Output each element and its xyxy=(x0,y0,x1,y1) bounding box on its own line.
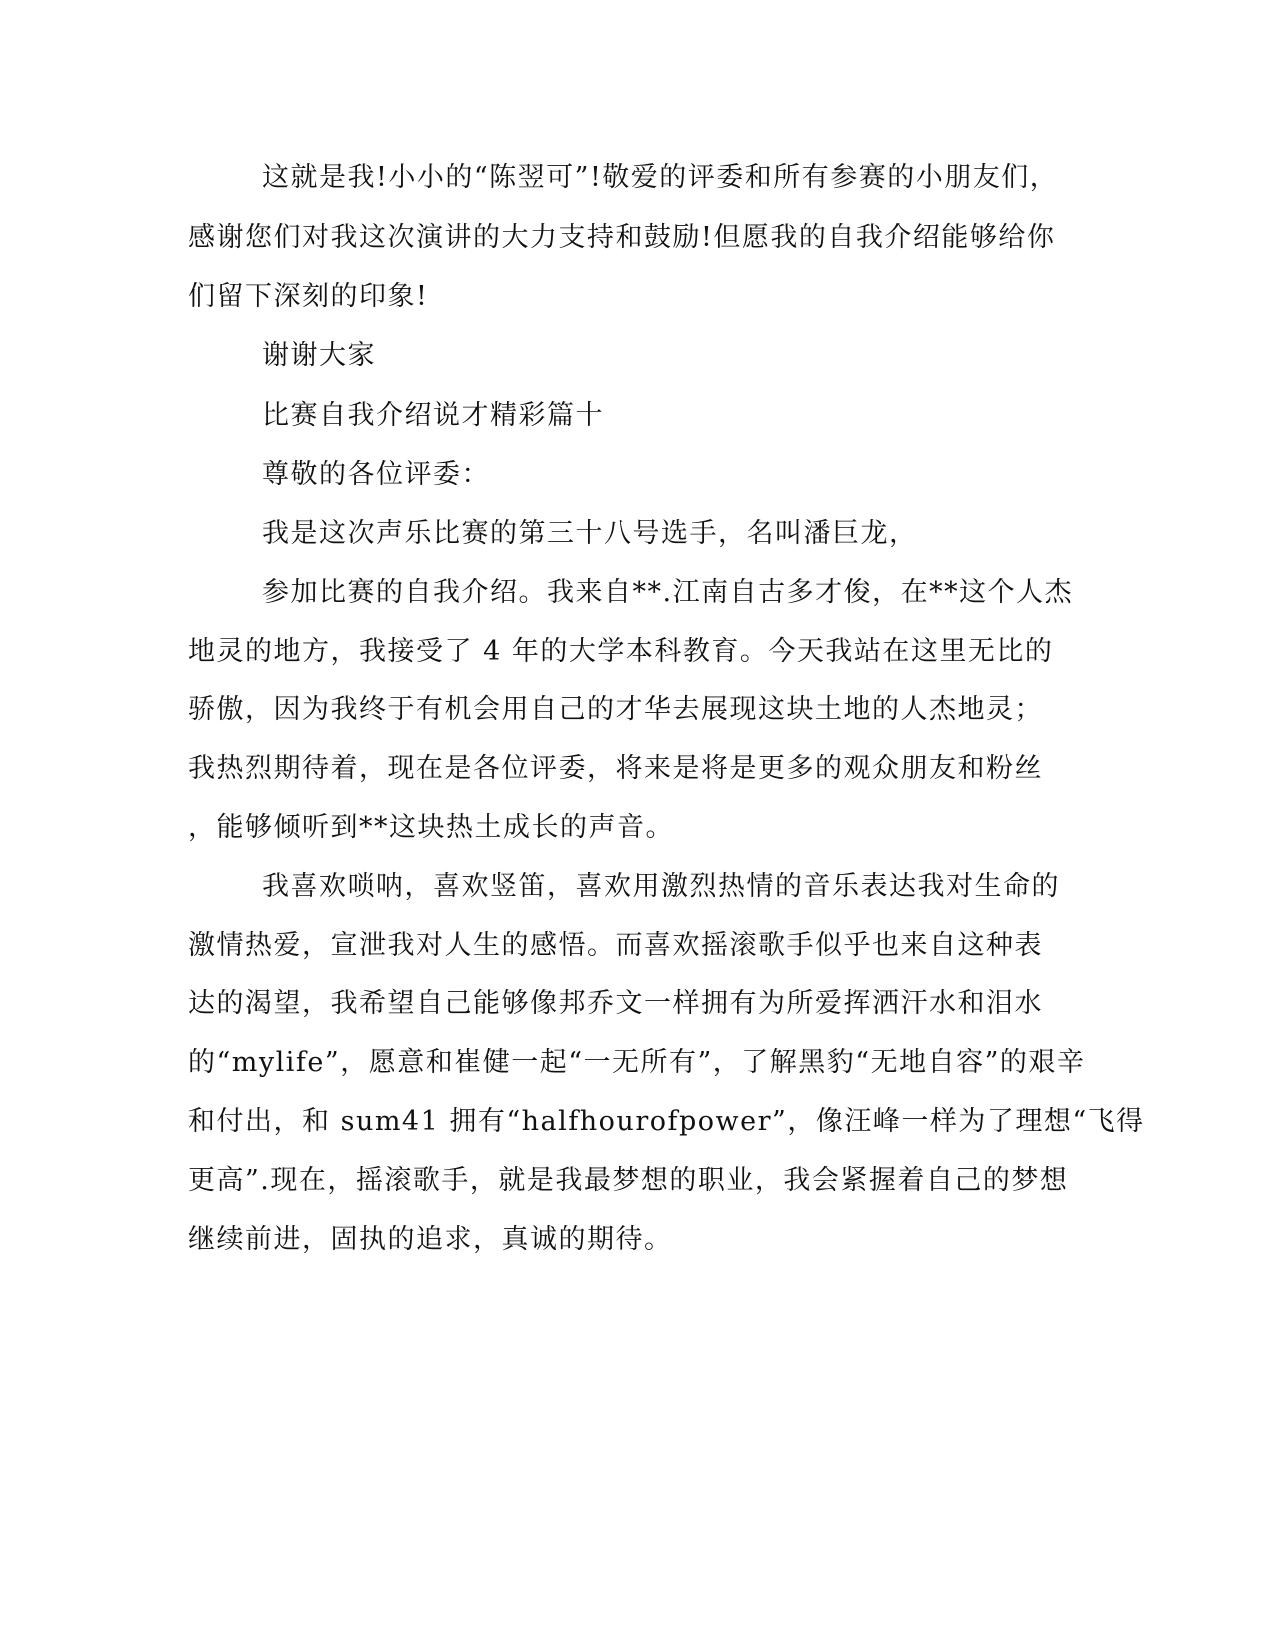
paragraph-line: 继续前进，固执的追求，真诚的期待。 xyxy=(188,1224,673,1255)
paragraph-line: 骄傲，因为我终于有机会用自己的才华去展现这块土地的人杰地灵； xyxy=(188,694,1043,725)
paragraph-line: 谢谢大家 xyxy=(262,340,376,371)
paragraph-line: 达的渴望，我希望自己能够像邦乔文一样拥有为所爱挥洒汗水和泪水 xyxy=(188,988,1043,1019)
paragraph-line: 地灵的地方，我接受了 4 年的大学本科教育。今天我站在这里无比的 xyxy=(188,636,1054,667)
paragraph-line: 我是这次声乐比赛的第三十八号选手，名叫潘巨龙， xyxy=(262,518,918,549)
section-heading: 比赛自我介绍说才精彩篇十 xyxy=(262,400,604,431)
paragraph-line: 参加比赛的自我介绍。我来自**.江南自古多才俊，在**这个人杰 xyxy=(262,577,1074,608)
paragraph-line: 的“mylife”，愿意和崔健一起“一无所有”，了解黑豹“无地自容”的艰辛 xyxy=(188,1047,1086,1078)
paragraph-line: 和付出，和 sum41 拥有“halfhourofpower”，像汪峰一样为了理想“飞得 xyxy=(188,1106,1145,1137)
paragraph-line: 这就是我!小小的“陈翌可”!敬爱的评委和所有参赛的小朋友们， xyxy=(262,162,1059,193)
paragraph-line: 更高”.现在，摇滚歌手，就是我最梦想的职业，我会紧握着自己的梦想 xyxy=(188,1165,1069,1196)
paragraph-line: ，能够倾听到**这块热土成长的声音。 xyxy=(188,812,674,843)
paragraph-line: 感谢您们对我这次演讲的大力支持和鼓励!但愿我的自我介绍能够给你 xyxy=(188,222,1056,253)
paragraph-line: 激情热爱，宣泄我对人生的感悟。而喜欢摇滚歌手似乎也来自这种表 xyxy=(188,930,1043,961)
paragraph-line: 我热烈期待着，现在是各位评委，将来是将是更多的观众朋友和粉丝 xyxy=(188,753,1043,784)
paragraph-line: 我喜欢唢呐，喜欢竖笛，喜欢用激烈热情的音乐表达我对生命的 xyxy=(262,871,1060,902)
paragraph-line: 们留下深刻的印象! xyxy=(188,281,429,312)
salutation: 尊敬的各位评委： xyxy=(262,459,490,490)
